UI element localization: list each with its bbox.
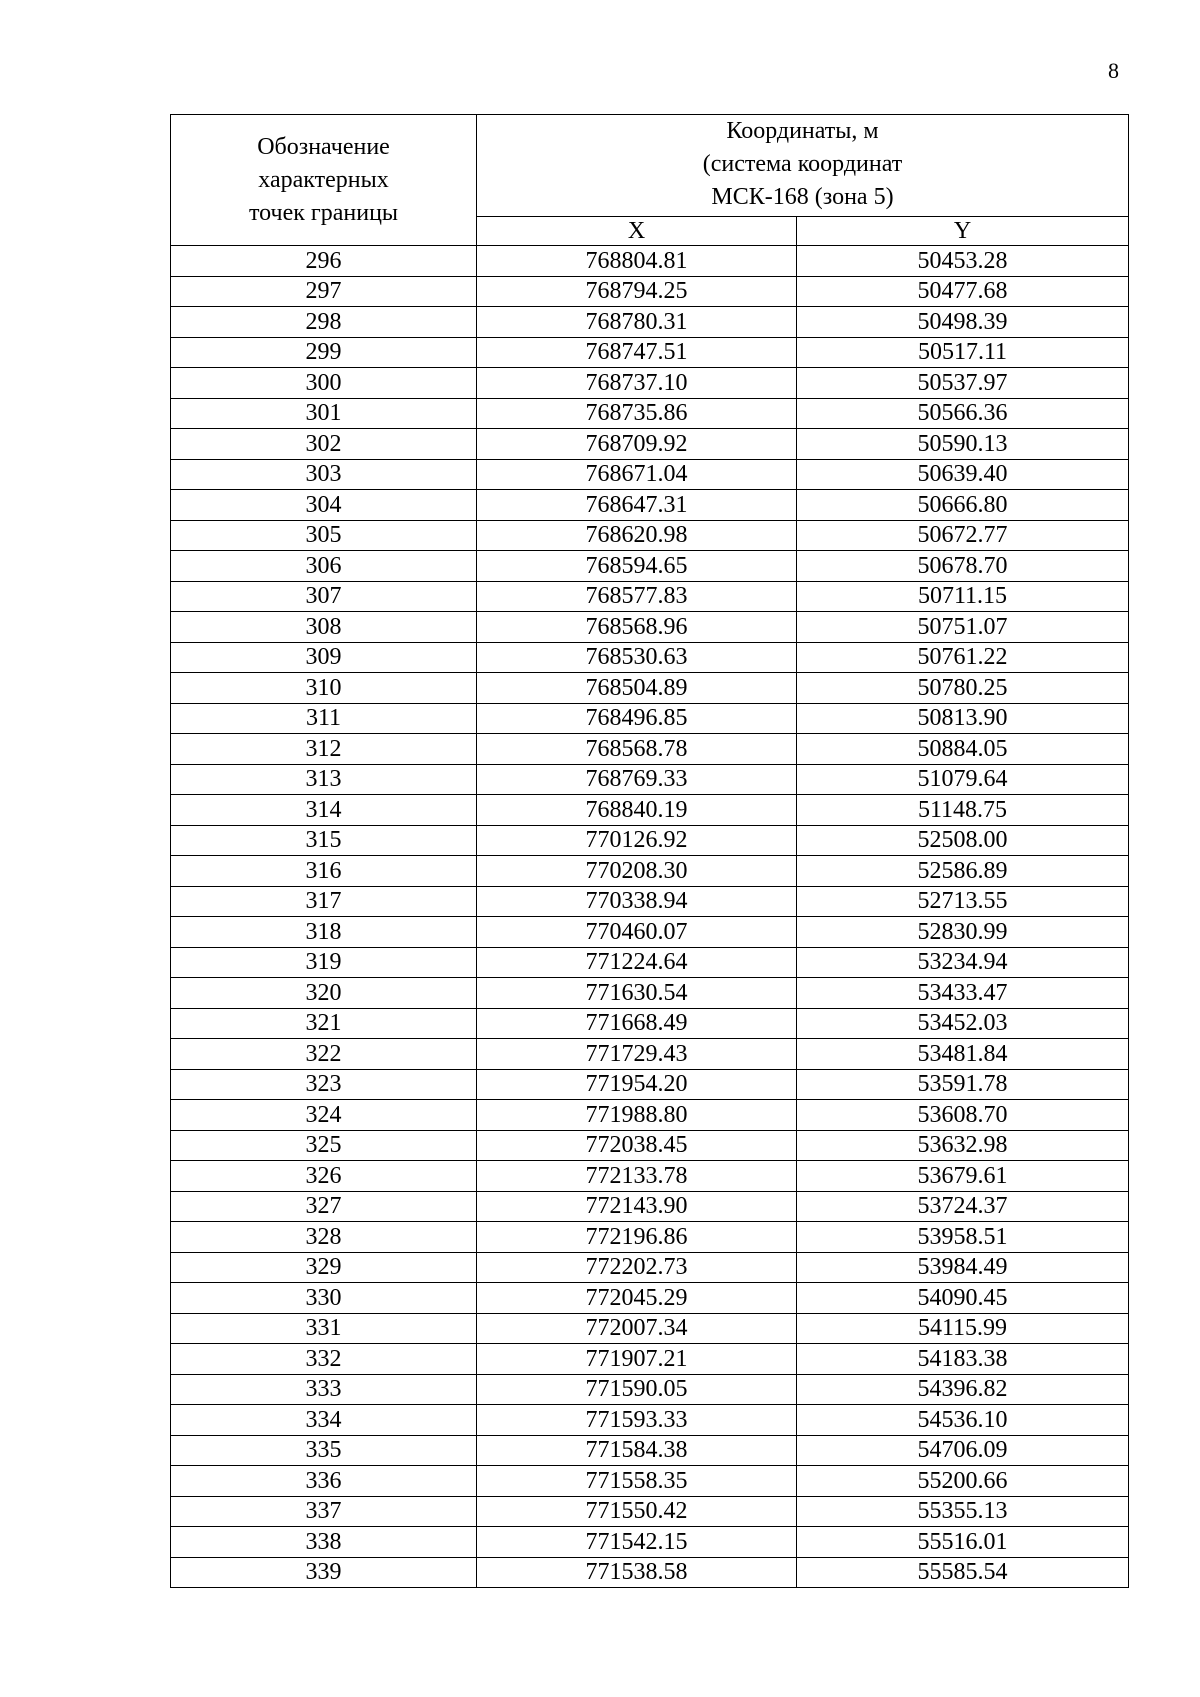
- cell-point: 309: [171, 642, 477, 673]
- cell-y: 50761.22: [797, 642, 1129, 673]
- table-row: [171, 1039, 1129, 1070]
- cell-y: 50672.77: [797, 520, 1129, 551]
- cell-x: 771542.15: [477, 1527, 797, 1558]
- cell-x: 771550.42: [477, 1496, 797, 1527]
- cell-y: 50537.97: [797, 368, 1129, 399]
- cell-x: 768496.85: [477, 703, 797, 734]
- cell-x: 771988.80: [477, 1100, 797, 1131]
- cell-point: 298: [171, 307, 477, 338]
- cell-y: 53632.98: [797, 1130, 1129, 1161]
- table-row: [171, 1374, 1129, 1405]
- cell-x: 768709.92: [477, 429, 797, 460]
- cell-x: 772202.73: [477, 1252, 797, 1283]
- table-row: [171, 947, 1129, 978]
- cell-y: 50517.11: [797, 337, 1129, 368]
- cell-y: 54396.82: [797, 1374, 1129, 1405]
- cell-point: 326: [171, 1161, 477, 1192]
- coordinates-table: [170, 114, 1129, 1588]
- cell-x: 770460.07: [477, 917, 797, 948]
- cell-x: 768735.86: [477, 398, 797, 429]
- cell-point: 331: [171, 1313, 477, 1344]
- cell-y: 55355.13: [797, 1496, 1129, 1527]
- cell-x: 768568.78: [477, 734, 797, 765]
- cell-x: 771584.38: [477, 1435, 797, 1466]
- table-row: [171, 276, 1129, 307]
- page-number: 8: [1108, 58, 1119, 83]
- cell-x: 771630.54: [477, 978, 797, 1009]
- table-row: [171, 612, 1129, 643]
- table-row: [171, 1435, 1129, 1466]
- cell-y: 53452.03: [797, 1008, 1129, 1039]
- cell-point: 320: [171, 978, 477, 1009]
- cell-x: 771593.33: [477, 1405, 797, 1436]
- table-row: [171, 1100, 1129, 1131]
- cell-y: 50590.13: [797, 429, 1129, 460]
- cell-y: 50666.80: [797, 490, 1129, 521]
- table-row: [171, 1557, 1129, 1588]
- table-row: [171, 520, 1129, 551]
- table-row: [171, 1466, 1129, 1497]
- cell-x: 768594.65: [477, 551, 797, 582]
- table-row: [171, 1344, 1129, 1375]
- cell-y: 53481.84: [797, 1039, 1129, 1070]
- cell-x: 768577.83: [477, 581, 797, 612]
- cell-x: 771224.64: [477, 947, 797, 978]
- cell-point: 300: [171, 368, 477, 399]
- cell-point: 315: [171, 825, 477, 856]
- table-row: [171, 1405, 1129, 1436]
- cell-y: 53234.94: [797, 947, 1129, 978]
- table-row: [171, 825, 1129, 856]
- cell-point: 321: [171, 1008, 477, 1039]
- cell-x: 768647.31: [477, 490, 797, 521]
- cell-y: 53433.47: [797, 978, 1129, 1009]
- cell-point: 302: [171, 429, 477, 460]
- cell-y: 53984.49: [797, 1252, 1129, 1283]
- table-body: [171, 246, 1129, 1588]
- cell-point: 301: [171, 398, 477, 429]
- table-row: [171, 734, 1129, 765]
- cell-point: 318: [171, 917, 477, 948]
- cell-x: 772045.29: [477, 1283, 797, 1314]
- cell-x: 771954.20: [477, 1069, 797, 1100]
- cell-y: 50453.28: [797, 246, 1129, 277]
- table-row: [171, 703, 1129, 734]
- cell-point: 305: [171, 520, 477, 551]
- cell-point: 336: [171, 1466, 477, 1497]
- cell-point: 333: [171, 1374, 477, 1405]
- cell-x: 770208.30: [477, 856, 797, 887]
- cell-point: 310: [171, 673, 477, 704]
- cell-point: 327: [171, 1191, 477, 1222]
- cell-y: 50498.39: [797, 307, 1129, 338]
- table-row: [171, 1283, 1129, 1314]
- cell-y: 50566.36: [797, 398, 1129, 429]
- cell-x: 771538.58: [477, 1557, 797, 1588]
- header-point-line: характерных: [258, 166, 389, 193]
- cell-x: 772133.78: [477, 1161, 797, 1192]
- cell-point: 319: [171, 947, 477, 978]
- cell-point: 311: [171, 703, 477, 734]
- table-row: [171, 917, 1129, 948]
- header-point-line: точек границы: [248, 199, 399, 226]
- cell-y: 53591.78: [797, 1069, 1129, 1100]
- cell-y: 54090.45: [797, 1283, 1129, 1314]
- header-point-line: Обозначение: [257, 133, 390, 160]
- cell-y: 52830.99: [797, 917, 1129, 948]
- table-row: [171, 1222, 1129, 1253]
- cell-point: 323: [171, 1069, 477, 1100]
- cell-point: 324: [171, 1100, 477, 1131]
- header-coordinates: [477, 115, 1129, 217]
- cell-point: 299: [171, 337, 477, 368]
- cell-x: 771590.05: [477, 1374, 797, 1405]
- cell-x: 771668.49: [477, 1008, 797, 1039]
- table-row: [171, 1008, 1129, 1039]
- table-row: [171, 856, 1129, 887]
- header-coords-line: Координаты, м: [726, 118, 879, 144]
- cell-point: 316: [171, 856, 477, 887]
- table-row: [171, 764, 1129, 795]
- table-row: [171, 1496, 1129, 1527]
- cell-y: 51079.64: [797, 764, 1129, 795]
- cell-point: 303: [171, 459, 477, 490]
- cell-y: 55585.54: [797, 1557, 1129, 1588]
- cell-y: 50711.15: [797, 581, 1129, 612]
- header-y: Y: [797, 216, 1129, 245]
- table-row: [171, 337, 1129, 368]
- cell-point: 335: [171, 1435, 477, 1466]
- table-row: [171, 1313, 1129, 1344]
- cell-y: 54183.38: [797, 1344, 1129, 1375]
- cell-point: 296: [171, 246, 477, 277]
- cell-x: 770126.92: [477, 825, 797, 856]
- cell-y: 50639.40: [797, 459, 1129, 490]
- cell-point: 334: [171, 1405, 477, 1436]
- table-row: [171, 642, 1129, 673]
- cell-x: 768780.31: [477, 307, 797, 338]
- cell-x: 768671.04: [477, 459, 797, 490]
- cell-x: 771907.21: [477, 1344, 797, 1375]
- cell-y: 52586.89: [797, 856, 1129, 887]
- cell-x: 770338.94: [477, 886, 797, 917]
- table-row: [171, 1130, 1129, 1161]
- cell-x: 768504.89: [477, 673, 797, 704]
- cell-x: 772007.34: [477, 1313, 797, 1344]
- table-row: [171, 886, 1129, 917]
- table-row: [171, 398, 1129, 429]
- cell-y: 50884.05: [797, 734, 1129, 765]
- cell-point: 314: [171, 795, 477, 826]
- cell-y: 55516.01: [797, 1527, 1129, 1558]
- cell-x: 768769.33: [477, 764, 797, 795]
- cell-point: 308: [171, 612, 477, 643]
- cell-y: 50678.70: [797, 551, 1129, 582]
- table-row: [171, 795, 1129, 826]
- cell-point: 322: [171, 1039, 477, 1070]
- cell-point: 306: [171, 551, 477, 582]
- cell-y: 50813.90: [797, 703, 1129, 734]
- table-row: [171, 551, 1129, 582]
- table-row: [171, 978, 1129, 1009]
- header-x: X: [477, 216, 797, 245]
- cell-x: 771729.43: [477, 1039, 797, 1070]
- cell-y: 52713.55: [797, 886, 1129, 917]
- cell-x: 772143.90: [477, 1191, 797, 1222]
- cell-point: 329: [171, 1252, 477, 1283]
- cell-y: 53679.61: [797, 1161, 1129, 1192]
- cell-y: 53608.70: [797, 1100, 1129, 1131]
- table-row: [171, 1191, 1129, 1222]
- table-row: [171, 1069, 1129, 1100]
- cell-point: 307: [171, 581, 477, 612]
- cell-y: 50477.68: [797, 276, 1129, 307]
- cell-y: 54706.09: [797, 1435, 1129, 1466]
- cell-y: 50751.07: [797, 612, 1129, 643]
- cell-y: 51148.75: [797, 795, 1129, 826]
- cell-y: 54536.10: [797, 1405, 1129, 1436]
- cell-point: 297: [171, 276, 477, 307]
- header-coords-line: (система координат: [702, 151, 903, 177]
- table-row: [171, 429, 1129, 460]
- table-row: [171, 307, 1129, 338]
- table-row: [171, 1252, 1129, 1283]
- table-row: [171, 1161, 1129, 1192]
- cell-x: 772196.86: [477, 1222, 797, 1253]
- cell-x: 768840.19: [477, 795, 797, 826]
- cell-point: 312: [171, 734, 477, 765]
- cell-y: 50780.25: [797, 673, 1129, 704]
- cell-point: 332: [171, 1344, 477, 1375]
- cell-x: 768530.63: [477, 642, 797, 673]
- cell-x: 772038.45: [477, 1130, 797, 1161]
- cell-x: 768620.98: [477, 520, 797, 551]
- table-row: [171, 368, 1129, 399]
- cell-point: 338: [171, 1527, 477, 1558]
- table-row: [171, 490, 1129, 521]
- cell-point: 304: [171, 490, 477, 521]
- cell-x: 768568.96: [477, 612, 797, 643]
- cell-y: 53724.37: [797, 1191, 1129, 1222]
- cell-y: 52508.00: [797, 825, 1129, 856]
- table-row: [171, 581, 1129, 612]
- table-row: [171, 673, 1129, 704]
- cell-y: 54115.99: [797, 1313, 1129, 1344]
- table-row: [171, 246, 1129, 277]
- cell-point: 339: [171, 1557, 477, 1588]
- header-point-designation: [171, 115, 477, 246]
- table-row: [171, 1527, 1129, 1558]
- cell-point: 328: [171, 1222, 477, 1253]
- cell-x: 768747.51: [477, 337, 797, 368]
- cell-point: 337: [171, 1496, 477, 1527]
- cell-point: 317: [171, 886, 477, 917]
- cell-y: 53958.51: [797, 1222, 1129, 1253]
- cell-y: 55200.66: [797, 1466, 1129, 1497]
- cell-x: 768804.81: [477, 246, 797, 277]
- cell-point: 313: [171, 764, 477, 795]
- table-row: [171, 459, 1129, 490]
- cell-x: 768794.25: [477, 276, 797, 307]
- cell-x: 771558.35: [477, 1466, 797, 1497]
- header-coords-line: МСК-168 (зона 5): [711, 184, 894, 210]
- cell-x: 768737.10: [477, 368, 797, 399]
- cell-point: 325: [171, 1130, 477, 1161]
- cell-point: 330: [171, 1283, 477, 1314]
